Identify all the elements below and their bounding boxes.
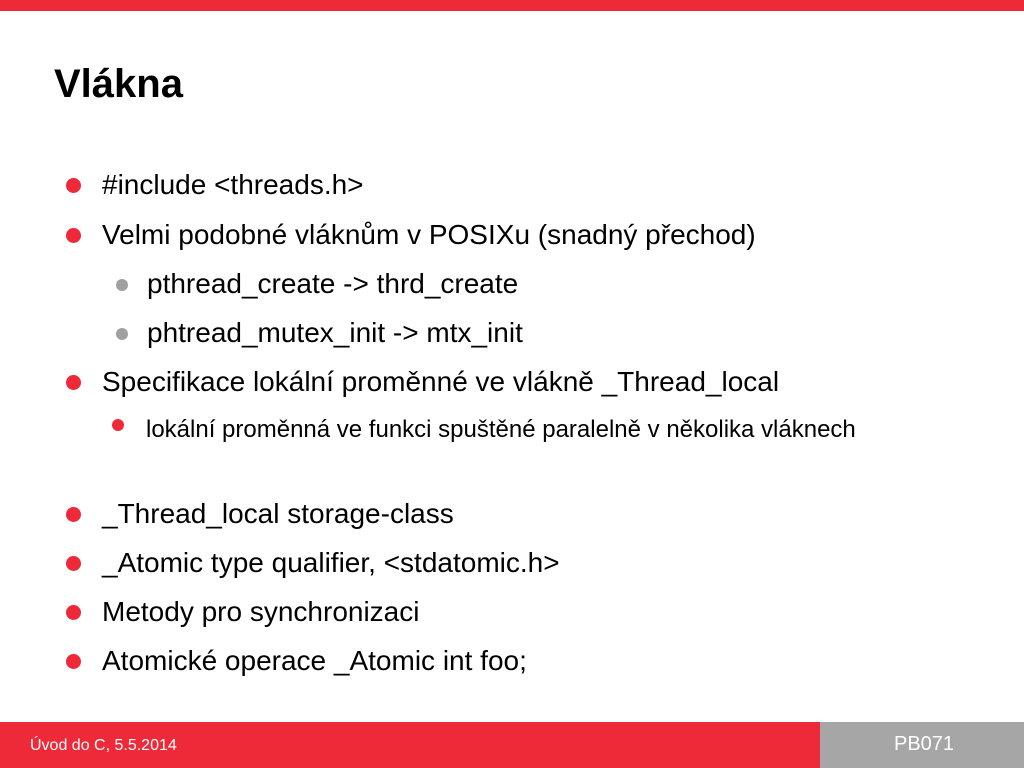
gray-bullet-icon <box>116 328 128 340</box>
bullet-text: phtread_mutex_init -> mtx_init <box>147 317 523 348</box>
bullet-text: _Thread_local storage-class <box>102 498 454 529</box>
bullet-text: Specifikace lokální proměnné ve vlákně _Thread_local <box>102 366 780 397</box>
red-bullet-icon <box>66 178 81 193</box>
red-bullet-icon <box>66 605 81 620</box>
footer <box>0 722 1024 768</box>
slide-title: Vlákna <box>54 62 183 106</box>
red-bullet-icon <box>66 556 81 571</box>
bullet-text: lokální proměnná ve funkci spuštěné paralelně v několika vláknech <box>146 416 856 443</box>
red-bullet-icon <box>66 507 81 522</box>
bullet-text: Velmi podobné vláknům v POSIXu (snadný přechod) <box>102 219 756 250</box>
footer-course-code: PB071 <box>894 733 955 755</box>
footer-date-text: Úvod do C, 5.5.2014 <box>30 737 177 754</box>
bullet-text: Metody pro synchronizaci <box>102 596 420 627</box>
bullet-text: Atomické operace _Atomic int foo; <box>102 645 527 676</box>
red-bullet-icon <box>112 419 124 431</box>
red-bullet-icon <box>66 375 81 390</box>
red-bullet-icon <box>66 228 81 243</box>
bullet-text: #include <threads.h> <box>102 169 364 200</box>
top-accent-bar <box>0 0 1024 11</box>
red-bullet-icon <box>66 654 81 669</box>
gray-bullet-icon <box>116 279 128 291</box>
bullet-text: pthread_create -> thrd_create <box>147 268 519 299</box>
bullet-text: _Atomic type qualifier, <stdatomic.h> <box>102 547 560 578</box>
